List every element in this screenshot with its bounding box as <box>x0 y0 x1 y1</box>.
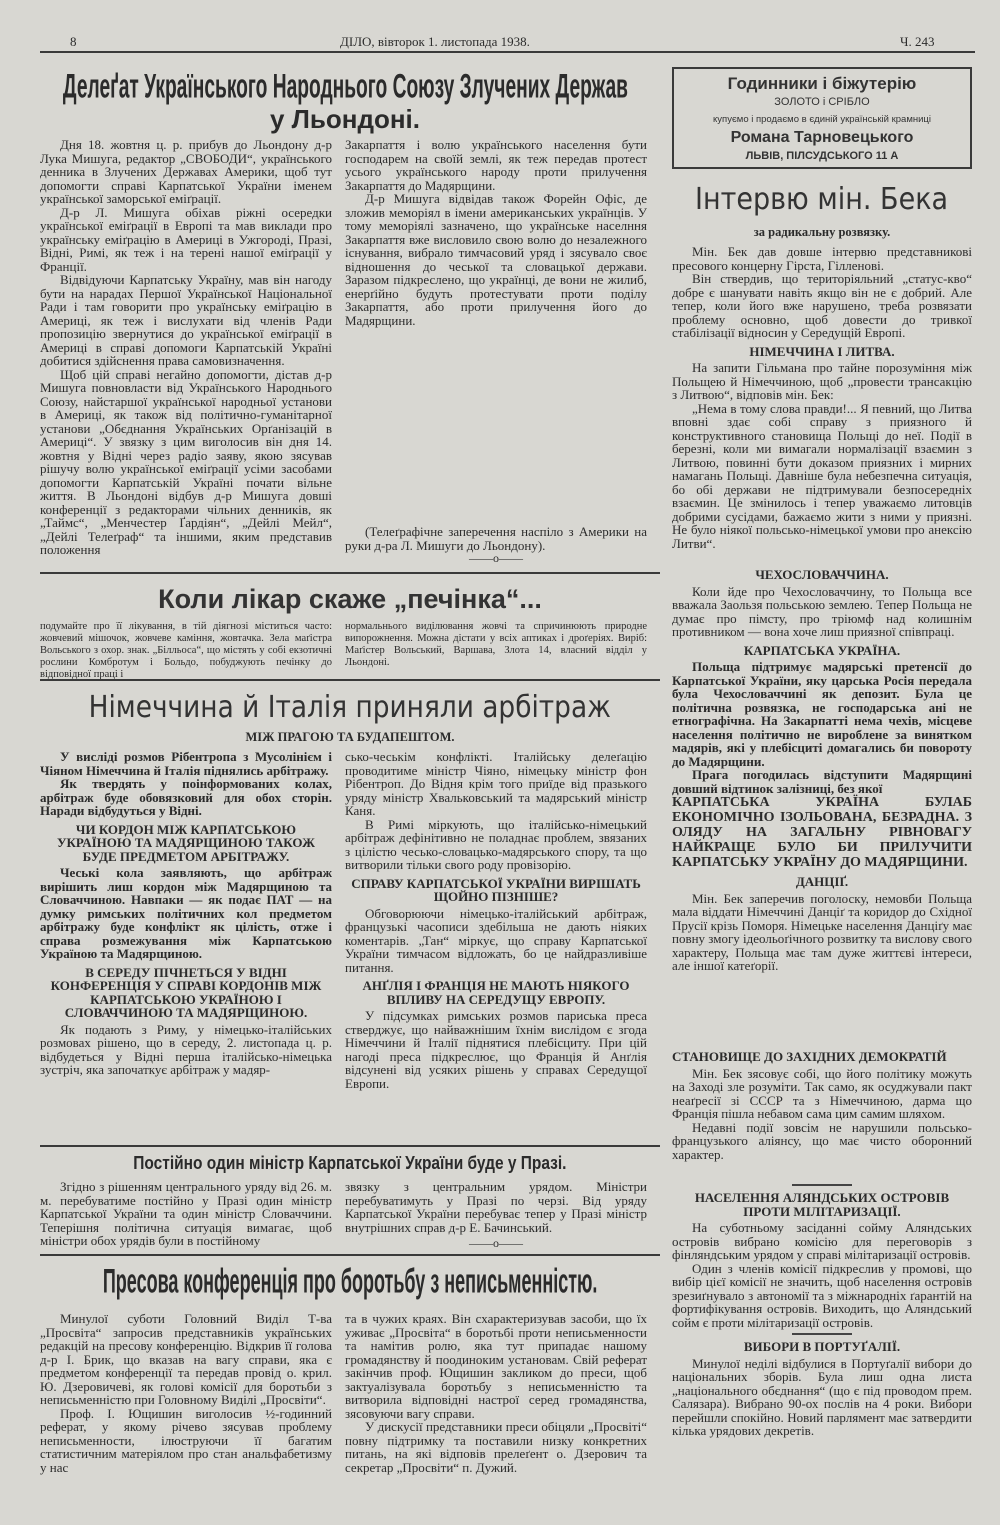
article4-title-text: Пресова конференція про боротьбу з неписьменністю. <box>102 1262 598 1301</box>
section-heading: КАРПАТСЬКА УКРАЇНА. <box>743 642 901 658</box>
article1-note-box <box>345 525 647 566</box>
article3-column2: звязку з центральним урядом. Міністри перебуватимуть у Празі по черзі. Від уряду Карпатської України перебуває тепер у Празі міністр внутрішних справ д-р Е. Бачинський. <box>345 1179 647 1235</box>
article6-body <box>672 1221 972 1329</box>
separator: ——o—— <box>469 551 523 565</box>
bold-paragraph: Чеські кола заявляють, що арбітраж вирішить лиш кордон між Мадярщиною та Словаччиною. Навпаки — як подає ПАТ — на думку римських політичних кол предметом арбітражу буде конфлікт як цілість, отже і справа розмежування між Карпатською Україною та Мадярщиною. <box>40 865 332 961</box>
section-heading: ЧЕХОСЛОВАЧЧИНА. <box>755 567 889 582</box>
paragraph: Недавні події зовсім не нарушили польсько-французького аліянсу, що має чисто оборонний характер. <box>672 1119 972 1162</box>
article3-title <box>40 1150 660 1176</box>
paragraph: Проф. І. Ющишин виголосив ½-годинний реферат, у якому річево зясував проблему неписьменности, ілюструючи її багатим статистичним матеріялом про стан анальфабетизму у нас <box>40 1405 332 1475</box>
section-heading: АНҐЛІЯ І ФРАНЦІЯ НЕ МАЮТЬ НІЯКОГО ВПЛИВУ НА СЕРЕДУЩУ ЕВРОПУ. <box>362 978 630 1007</box>
ad-watches-line3: купуємо і продаємо в єдиній українській крамниці <box>713 114 931 125</box>
ad-liver-title: Коли лікар скаже „печінка“... <box>158 583 542 614</box>
section-heading: ЧИ КОРДОН МІЖ КАРПАТСЬКОЮ УКРАЇНОЮ ТА МАДЯРЩИНОЮ ТАКОЖ БУДЕ ПРЕДМЕТОМ АРБІТРАЖУ. <box>56 821 316 864</box>
article7-body <box>672 1357 972 1438</box>
ad-liver-col1: подумайте про її лікування, в тій діягнозі міститься часто: жовчевий мішочок, жовчеве каміння, жовтачка. Зела маґістра Вольського з охор. знак. „Білльоса“, що містять у собі екзотичні рослини Комбротум і Больдо, побуджують печінку до відповідної праці і <box>40 621 332 680</box>
short-rule <box>792 1184 852 1186</box>
paragraph: Як подають з Риму, у німецько-італійських розмовах рішено, що в середу, 2. листопада ц. р. відбудеться у Відні перша італійсько-німецька зустріч, яка започаткує арбітраж у мадяр- <box>40 1021 332 1077</box>
rule <box>40 679 660 681</box>
article5-title-text: Інтервю мін. Бека <box>695 181 949 217</box>
paragraph: На запити Гільмана про тайне порозуміння між Польщею й Німеччиною, щоб „провести трансакцію з Литвою“, відповів мін. Бек: <box>672 360 972 402</box>
right-lower-column <box>672 1180 972 1438</box>
article5-title <box>672 176 972 222</box>
article4-column1 <box>40 1312 332 1474</box>
header-rule <box>40 51 975 53</box>
article5-part3 <box>672 1045 972 1161</box>
article1-title-line2: у Льондоні. <box>269 103 421 134</box>
article1-column1 <box>40 138 332 557</box>
article6-title: НАСЕЛЕННЯ АЛЯНДСЬКИХ ОСТРОВІВ ПРОТИ МІЛІТАРИЗАЦІЇ. <box>694 1190 950 1219</box>
separator: ——o—— <box>469 1236 523 1250</box>
masthead: ДІЛО, вівторок 1. листопада 1938. <box>340 34 530 49</box>
article4-title <box>40 1263 660 1301</box>
paragraph-continued: Закарпаття і волю українського населення бути господарем на своїй землі, як теж передав протест усього українського народу проти прилучення Закарпаття до Мадярщини. <box>345 137 647 193</box>
ad-watches-line5: ЛЬВІВ, ПІЛСУДСЬКОГО 11 А <box>745 150 899 162</box>
article2-title <box>40 685 660 729</box>
article5-part2 <box>672 563 972 973</box>
paragraph: Щоб цій справі негайно допомогти, дістав д-р Мишуга повновласти від Українського Народнього Союзу, найстаршої української народньої установи в Америці, як також від політично-гуманітарної установи „Обєднання Українських Орґанізацій в Америці“. У звязку з цим виголосив він дня 14. жовтня у Відні через радіо заяву, якою зясував рішучу волю української еміґрації усіми засобами допомогти Карпатській Україні почати вільне життя. В Льондоні відбув д-р Мишуга довші конференції з редакторами чільних денників, як „Таймс“, „Менчестер Ґардіян“, „Дейлі Мейл“, „Дейлі Телеґраф“ та іншими, яким представив положення <box>40 366 332 557</box>
section-heading: СТАНОВИЩЕ ДО ЗАХІДНИХ ДЕМОКРАТІЙ <box>672 1049 947 1064</box>
page-number: 8 <box>70 34 77 49</box>
paragraph: Відвідуючи Карпатську Україну, мав він нагоду бути на нарадах Першої Української Національної Ради і там говорити про українську еміґрацію в Америці, як теж і вислухати від членів Ради пропозицію звернутися до української еміґрації в Америці в справі допомоги Карпатській Україні добитися здійснення права самовизначення. <box>40 272 332 368</box>
section-heading: СПРАВУ КАРПАТСЬКОЇ УКРАЇНИ ВИРІШАТЬ ЩОЙНО ПІЗНІШЕ? <box>351 875 641 904</box>
article2-column2 <box>345 750 647 1090</box>
issue-number: Ч. 243 <box>900 34 935 49</box>
ad-watches-line1: Годинники і біжутерію <box>727 74 917 93</box>
paragraph: Д-р Мишуга відвідав також Форейн Офіс, де зложив меморіял в імени американських українців. У тому меморіялі зазначено, що українське населння Закарпаття вже висловило свою волю до незалежного існування, вибрало тимчасовий уряд і зясувало своє відношення до чеської та словацької держави. Заразом підкреслено, що українці, де вони не жилиб, енерґійно будуть протестувати проти поділу Закарпаття, або проти прилучення його до Мадярщини. <box>345 191 647 328</box>
rule <box>40 1254 660 1256</box>
ad-watches-line2: ЗОЛОТО і СРІБЛО <box>774 96 870 108</box>
article1-title-text: Делеґат Українського Народнього Союзу Злучених Держав <box>62 67 628 106</box>
paragraph: Мін. Бек заперечив поголоску, немовби Польща мала віддати Німеччині Данціґ та коридор до Східної Прусії крізь Поморя. Німецьке населення Данціґу має повну змогу ідеольоґічного розвитку та вислову свого характеру, Польща має там дуже життєві інтереси, але іншої катеґорії. <box>672 890 973 973</box>
paragraph: На суботньому засіданні сойму Аляндських островів вибрано комісію для переговорів з фінляндським урядом у справі мілітаризації островів. <box>672 1220 972 1262</box>
article1-title-line1 <box>40 68 650 106</box>
article1-column2 <box>345 138 647 327</box>
paragraph-continued: та в чужих краях. Він схарактеризував засоби, що їх уживає „Просвіта“ в боротьбі проти неписьменности та намітив ролю, яка тут припадає нашому громадянству й поодиноким установам. Свій реферат закінчив проф. Ющишин закликом до преси, щоб зактуалізувала боротьбу з неписьменністю та витворила відповідні настрої серед громадянства, зясовуючи вагу справи. <box>345 1311 647 1421</box>
bold-paragraph: У висліді розмов Рібентропа з Мусолінієм і Чіяном Німеччина й Італія піднялись арбітражу. <box>40 749 332 778</box>
paragraph: „Нема в тому слова правди!... Я певний, що Литва вповні здає собі справу з приязного й конструктивного становища Польщі до неї. Події в березні, коли ми вимагали нормалізації взаємин з Литвою, повинні бути доказом приязних і мирних намагань Польщі. Давніше була небезпечна ситуація, бо обі держави не підтримували безпосередніх взаємин. Це змінилось і тепер уважаємо литовців добрими сусідами, бажаємо жити з ними у приязні. Не було ніякої польсько-німецької умови про анексію Литви“. <box>672 400 972 551</box>
paragraph: Д-р Л. Мишуга обіхав ріжні осередки української еміґрації в Европі та мав виклади про українську еміґрацію в Америці в Ужгороді, Празі, Відні, Римі, як теж і на терені нашої еміґрації у Франції. <box>40 204 332 274</box>
paragraph: Мін. Бек дав довше інтервю представникові пресового концерну Гірста, Гілленові. <box>672 244 972 273</box>
section-heading: НІМЕЧЧИНА І ЛИТВА. <box>749 343 895 359</box>
paragraph: Дня 18. жовтня ц. р. прибув до Льондону д-р Лука Мишуга, редактор „СВОБОДИ“, українського денника в Злучених Державах Америки, щоб тут допомогти справі Карпатської України іменем української заморської еміґрації. <box>40 137 332 206</box>
paragraph: Він ствердив, що територіяльний „статус-кво“ добре є шанувати навіть якщо він не є добрий. Але тепер, коли його вже нарушено, треба розвязати проблему основно, щоб довести до тривкої стабілізації відносин у Середущій Европі. <box>672 271 972 340</box>
article5-subtitle: за радикальну розвязку. <box>753 225 891 239</box>
article3-column1: Згідно з рішенням центрального уряду від 26. м. м. перебуватиме постійно у Празі один міністр Карпатської України та один міністр Словаччини. Теперішня політична ситуація вимагає, щоб міністри обох урядів були в постійному <box>40 1179 332 1248</box>
article1-note: (Телеґрафічне заперечення наспіло з Америки на руки д-ра Л. Мишуги до Льондону). <box>345 524 647 553</box>
paragraph: Мін. Бек зясовує собі, що його політику можуть на Заході зле розуміти. Так само, як осуджували пакт неаґресії зі СССР та з Німеччиною, дарма що Франція пішла небавом сама цим самим шляхом. <box>672 1065 972 1121</box>
paragraph: У підсумках римських розмов париська преса стверджує, що найважнішим їхнім вислідом є згода Німеччини й Італії піднятися плебісциту. При цій нагоді преса підкреслює, що Франція й Анґлія відсунені від усяких рішень у справах Середущої Европи. <box>345 1008 647 1091</box>
article3-title-text: Постійно один міністр Карпатської України буде у Празі. <box>133 1152 567 1173</box>
article2-column1 <box>40 750 332 1077</box>
article2-subtitle: МІЖ ПРАГОЮ ТА БУДАПЕШТОМ. <box>245 730 455 744</box>
emphasis-paragraph: КАРПАТСЬКА УКРАЇНА БУЛАБ ЕКОНОМІЧНО ІЗОЛЬОВАНА, БЕЗРАДНА. З ОЛЯДУ НА ЗАГАЛЬНУ РІВНОВАГУ НАЙКРАЩЕ БУЛО БИ ПРИЛУЧИТИ КАРПАТСЬКУ УКРАЇНУ ДО МАДЯРЩИНИ. <box>672 795 972 870</box>
ad-watches-box <box>672 67 972 169</box>
article4-column2 <box>345 1312 647 1474</box>
paragraph: Обговорюючи німецько-італійський арбітраж, французькі часописи здебільша не дають ніяких коментарів. „Тан“ міркує, що справу Карпатської України тимчасом відложать, бо це найдразливіше питання. <box>345 905 647 975</box>
article2-title-text: Німеччина й Італія приняли арбітраж <box>88 689 612 725</box>
ad-liver-col2: нормальнього виділювання жовчі та спричинюють природне випорожнення. Можна дістати у всіх аптиках і дроґеріях. Виріб: Маґістер Вольський, Варшава, Злота 14, власний відділ у Льондоні. <box>345 621 647 668</box>
paragraph-continued: сько-чеськім конфлікті. Італійську делеґацію проводитиме міністр Чіяно, німецьку міністр фон Рібентроп. До Відня крім того приїде від празького уряду міністр Хвальковський та мадярський міністр Каня. <box>345 749 647 818</box>
paragraph: В Римі міркують, що італійсько-німецький арбітраж дефінітивно не поладнає проблем, звязаних з цілістю чесько-словацько-мадярського спору, та що витворили тільки свого роду провізорію. <box>345 816 647 872</box>
paragraph: Минулої суботи Головний Виділ Т-ва „Просвіта“ запросив представників українських редакцій на пресову конференцію. Відкрив її голова д-р І. Брик, що вказав на вагу справи, яка є предметом конференції та передав провід о. крил. Ю. Дзеровичеві, як голові комісії для боротьби з неписьменністю при Головному Виділі „Просвіти“. <box>40 1311 332 1407</box>
section-heading: В СЕРЕДУ ПІЧНЕТЬСЯ У ВІДНІ КОНФЕРЕНЦІЯ У СПРАВІ КОРДОНІВ МІЖ КАРПАТСЬКОЮ УКРАЇНОЮ І СЛОВАЧЧИНОЮ ТА МАДЯРЩИНОЮ. <box>50 964 322 1020</box>
paragraph: Один з членів комісії підкреслив у промові, що вибір цієї комісії не значить, щоб населення островів зрезиґнувало з автономії та з міжнародніх ґарантій на фортифікування островів. Виходить, що Аляндський сойм є проти мілітаризації островів. <box>672 1260 972 1330</box>
article7-title: ВИБОРИ В ПОРТУҐАЛІЇ. <box>743 1339 901 1354</box>
paragraph: Минулої неділі відбулися в Портуґалії вибори до національних зборів. Була лиш одна листа „національного обєднання“ (що є під проводом прем. Салязара). Вибрано 90-ох послів на 4 роки. Вибори перейшли спокійно. Новий парлямент має затвердити кілька урядових декретів. <box>672 1355 972 1438</box>
bold-paragraph: Польща підтримує мадярські претенсії до Карпатської України, яку царська Росія передала була Чехословаччині як депозит. Була це політична розвязка, не господарська ані не етнографічна. На Закарпатті нема чехів, місцеве населення політично не вироблене за винятком мадярів, які у плебісциті домагались би повороту до Мадярщини. <box>672 659 972 769</box>
section-heading: ДАНЦІҐ. <box>795 874 849 889</box>
bold-paragraph: Прага погодилась відступити Мадярщині довший відтинок залізниці, без якої <box>672 767 972 796</box>
rule <box>40 572 660 574</box>
short-rule <box>792 1333 852 1335</box>
paragraph: У дискусії представники преси обіцяли „Просвіті“ повну підтримку та поставили низку конкретних питань, на які відповів прелеґент о. Дзерович та секретар „Просвіти“ п. Дужий. <box>345 1419 647 1475</box>
ad-watches-line4: Романа Тарновецького <box>730 129 914 146</box>
article5-part1 <box>672 245 972 550</box>
paragraph: Коли йде про Чехословаччину, то Польща все вважала Заользя польською землею. Тепер Польща не думає про пімсту, про тріюмф над колишнім противником — вона хоче лиш приязної співпраці. <box>672 583 972 639</box>
bold-paragraph: Як твердять у поінформованих колах, арбітраж буде обовязковий для обох сторін. Наради відбудуться у Відні. <box>40 776 332 818</box>
rule <box>40 1145 660 1147</box>
